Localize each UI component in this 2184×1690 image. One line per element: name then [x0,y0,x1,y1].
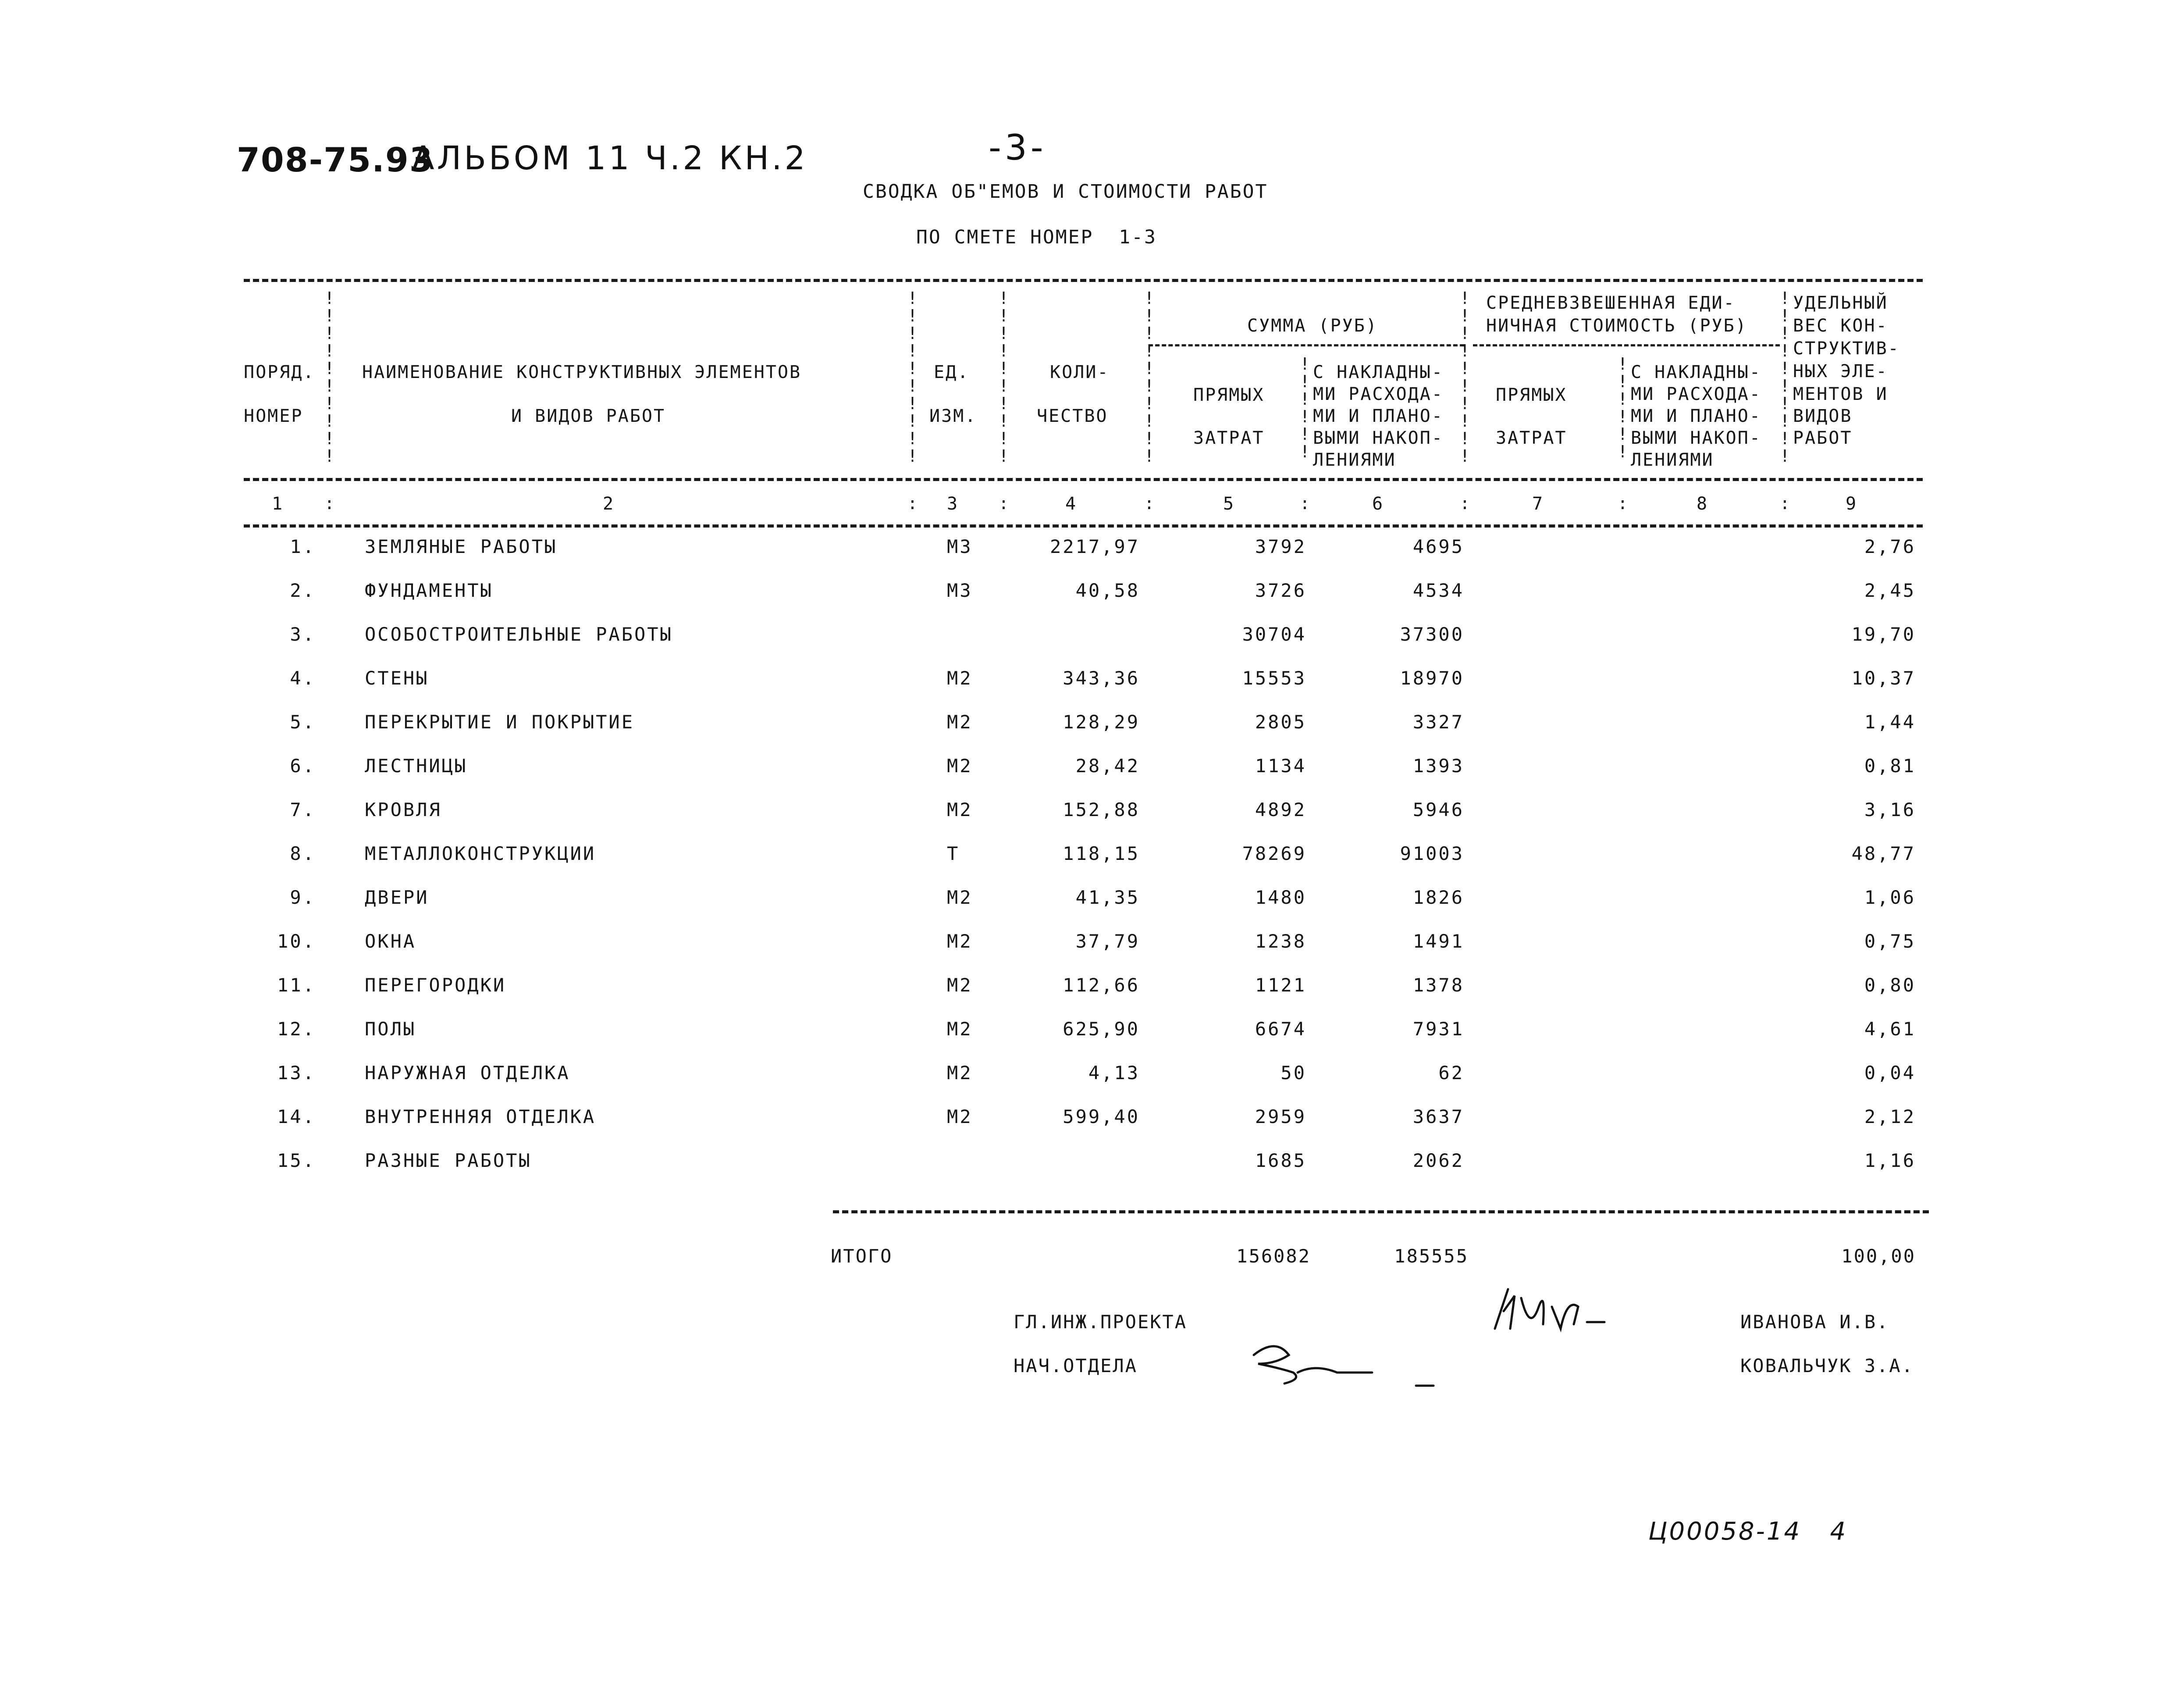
row-name: ПЕРЕГОРОДКИ [365,974,506,996]
header-col1-line1: ПОРЯД. [244,362,315,382]
header-col9-line3: СТРУКТИВ- [1793,339,1900,359]
header-col9-line7: РАБОТ [1793,428,1853,448]
col-number-separators: : [999,494,1009,513]
row-share: 0,75 [1864,931,1916,952]
table-row [0,580,2184,606]
col-number-5: 5 [1223,494,1235,514]
header-col6-line3: МИ И ПЛАНО- [1313,406,1444,426]
row-unit: М2 [947,755,973,777]
col-separator: ! ! ! ! ! ! ! ! ! ! [1144,289,1154,466]
row-direct-cost: 1134 [1255,755,1306,777]
document-title: СВОДКА ОБ"ЕМОВ И СТОИМОСТИ РАБОТ [863,181,1268,203]
row-quantity: 625,90 [1063,1018,1140,1040]
col-number-separators: : [1144,494,1154,513]
row-unit: М3 [947,536,973,557]
row-number: 12. [277,1018,316,1040]
row-name: СТЕНЫ [365,667,429,689]
row-direct-cost: 1238 [1255,931,1306,952]
row-number: 11. [277,974,316,996]
row-number: 9. [290,887,316,908]
row-unit: М2 [947,887,973,908]
doc-code: 708-75.93 [237,140,434,179]
col-separator: ! ! ! ! ! ! ! ! ! ! [999,289,1009,466]
col-number-1: 1 [272,494,284,514]
row-number: 2. [290,580,316,601]
row-share: 0,81 [1864,755,1916,777]
row-direct-cost: 78269 [1242,843,1306,864]
col-separator: ! ! ! ! ! ! ! ! ! ! [907,289,918,466]
row-direct-cost: 6674 [1255,1018,1306,1040]
header-col6-line2: МИ РАСХОДА- [1313,384,1444,404]
row-unit: М2 [947,799,973,820]
table-row [0,624,2184,650]
row-unit: М2 [947,1018,973,1040]
header-bottom-rule [244,524,1923,528]
table-row [0,1150,2184,1176]
row-name: ПОЛЫ [365,1018,416,1040]
row-direct-cost: 1480 [1255,887,1306,908]
row-direct-cost: 15553 [1242,667,1306,689]
row-number: 7. [290,799,316,820]
header-col5-line1: ПРЯМЫХ [1193,385,1265,405]
col-separator: ! ! ! ! ! ! [1300,354,1310,461]
header-col3-line2: ИЗМ. [929,406,977,426]
row-number: 8. [290,843,316,864]
chief-engineer-name: ИВАНОВА И.В. [1740,1311,1889,1333]
row-overhead-cost: 7931 [1412,1018,1464,1040]
table-row [0,843,2184,869]
col-number-separators: : [1780,494,1790,513]
chief-engineer-role: ГЛ.ИНЖ.ПРОЕКТА [1014,1311,1188,1333]
row-overhead-cost: 62 [1438,1062,1464,1084]
row-direct-cost: 1121 [1255,974,1306,996]
header-col6-line5: ЛЕНИЯМИ [1313,450,1396,470]
row-direct-cost: 30704 [1242,624,1306,645]
header-col9-line5: МЕНТОВ И [1793,384,1888,404]
row-name: НАРУЖНАЯ ОТДЕЛКА [365,1062,570,1084]
page-number: -3- [989,127,1047,168]
row-number: 6. [290,755,316,777]
row-quantity: 112,66 [1063,974,1140,996]
row-unit: М2 [947,1106,973,1127]
header-col8-line5: ЛЕНИЯМИ [1631,450,1714,470]
header-col9-line1: УДЕЛЬНЫЙ [1793,293,1888,313]
dept-head-role: НАЧ.ОТДЕЛА [1014,1355,1138,1376]
col-separator: ! ! ! ! ! ! [1618,354,1628,461]
table-row [0,711,2184,738]
col-number-separators: : [1618,494,1628,513]
row-overhead-cost: 1393 [1412,755,1464,777]
header-col7-line2: ЗАТРАТ [1496,428,1567,448]
footer-note: Ц00058-14 4 [1648,1517,1848,1546]
header-col5-line2: ЗАТРАТ [1193,428,1265,448]
header-col9-line2: ВЕС КОН- [1793,316,1888,336]
row-quantity: 2217,97 [1049,536,1140,557]
col-number-3: 3 [947,494,959,514]
header-col9-line6: ВИДОВ [1793,406,1853,426]
row-name: ОКНА [365,931,416,952]
row-direct-cost: 2959 [1255,1106,1306,1127]
header-col9-line4: НЫХ ЭЛЕ- [1793,361,1888,381]
row-direct-cost: 50 [1281,1062,1306,1084]
table-row [0,536,2184,562]
row-number: 10. [277,931,316,952]
header-mid-rule [244,478,1923,481]
row-number: 14. [277,1106,316,1127]
row-overhead-cost: 3327 [1412,711,1464,733]
row-name: ВНУТРЕННЯЯ ОТДЕЛКА [365,1106,596,1127]
row-share: 48,77 [1851,843,1916,864]
col-number-separators: : [324,494,334,513]
row-share: 4,61 [1864,1018,1916,1040]
row-overhead-cost: 4695 [1412,536,1464,557]
row-overhead-cost: 1826 [1412,887,1464,908]
row-number: 4. [290,667,316,689]
header-col6-line1: С НАКЛАДНЫ- [1313,362,1444,382]
row-name: ОСОБОСТРОИТЕЛЬНЫЕ РАБОТЫ [365,624,673,645]
row-name: КРОВЛЯ [365,799,442,820]
row-overhead-cost: 18970 [1400,667,1464,689]
total-overhead: 185555 [1394,1245,1469,1267]
row-overhead-cost: 37300 [1400,624,1464,645]
row-name: ПЕРЕКРЫТИЕ И ПОКРЫТИЕ [365,711,635,733]
album-label: АЛЬБОМ 11 Ч.2 КН.2 [412,139,808,177]
header-sub-rule-sum [1149,344,1464,346]
row-quantity: 343,36 [1063,667,1140,689]
table-row [0,667,2184,694]
col-separator: ! ! ! ! ! ! ! ! ! ! [1780,289,1790,466]
row-share: 2,76 [1864,536,1916,557]
row-number: 5. [290,711,316,733]
row-number: 3. [290,624,316,645]
row-direct-cost: 4892 [1255,799,1306,820]
row-direct-cost: 1685 [1255,1150,1306,1171]
total-share: 100,00 [1841,1245,1916,1267]
header-group-avg-line2: НИЧНАЯ СТОИМОСТЬ (РУБ) [1486,316,1747,336]
row-direct-cost: 2805 [1255,711,1306,733]
row-name: МЕТАЛЛОКОНСТРУКЦИИ [365,843,596,864]
header-group-sum: СУММА (РУБ) [1247,316,1378,336]
header-sub-rule-avg [1473,344,1780,346]
row-number: 15. [277,1150,316,1171]
row-unit: Т [947,843,960,864]
header-col6-line4: ВЫМИ НАКОП- [1313,428,1444,448]
table-row [0,931,2184,957]
row-quantity: 152,88 [1063,799,1140,820]
col-number-8: 8 [1697,494,1709,514]
row-unit: М2 [947,1062,973,1084]
row-overhead-cost: 2062 [1412,1150,1464,1171]
signature-dept-head [1249,1337,1460,1390]
row-share: 1,44 [1864,711,1916,733]
total-rule [833,1210,1929,1213]
header-col2-line1: НАИМЕНОВАНИЕ КОНСТРУКТИВНЫХ ЭЛЕМЕНТОВ [362,362,802,382]
table-row [0,799,2184,825]
row-quantity: 599,40 [1063,1106,1140,1127]
row-quantity: 128,29 [1063,711,1140,733]
header-col3-line1: ЕД. [934,362,970,382]
row-share: 1,06 [1864,887,1916,908]
row-quantity: 28,42 [1075,755,1140,777]
row-direct-cost: 3792 [1255,536,1306,557]
header-col4-line1: КОЛИ- [1050,362,1110,382]
table-row [0,755,2184,781]
row-name: ДВЕРИ [365,887,429,908]
header-col8-line3: МИ И ПЛАНО- [1631,406,1761,426]
row-share: 19,70 [1851,624,1916,645]
row-quantity: 4,13 [1088,1062,1140,1084]
total-direct: 156082 [1236,1245,1311,1267]
header-col7-line1: ПРЯМЫХ [1496,385,1567,405]
row-overhead-cost: 1378 [1412,974,1464,996]
row-overhead-cost: 91003 [1400,843,1464,864]
row-quantity: 40,58 [1075,580,1140,601]
row-unit: М2 [947,974,973,996]
row-overhead-cost: 1491 [1412,931,1464,952]
col-separator: ! ! ! ! ! ! ! ! ! ! [324,289,334,466]
row-share: 0,80 [1864,974,1916,996]
row-share: 1,16 [1864,1150,1916,1171]
row-quantity: 37,79 [1075,931,1140,952]
col-number-separators: : [1300,494,1310,513]
row-number: 1. [290,536,316,557]
signature-chief-engineer [1490,1280,1631,1342]
header-col2-line2: И ВИДОВ РАБОТ [511,406,666,426]
row-share: 3,16 [1864,799,1916,820]
row-direct-cost: 3726 [1255,580,1306,601]
table-row [0,974,2184,1001]
header-col4-line2: ЧЕСТВО [1037,406,1108,426]
row-unit: М2 [947,931,973,952]
row-name: ЛЕСТНИЦЫ [365,755,468,777]
header-col8-line1: С НАКЛАДНЫ- [1631,362,1761,382]
row-share: 2,12 [1864,1106,1916,1127]
col-number-9: 9 [1846,494,1858,514]
row-name: ФУНДАМЕНТЫ [365,580,493,601]
row-share: 0,04 [1864,1062,1916,1084]
col-number-separators: : [1460,494,1470,513]
col-number-2: 2 [603,494,615,514]
row-quantity: 118,15 [1063,843,1140,864]
row-unit: М2 [947,667,973,689]
header-top-rule [244,279,1923,282]
row-unit: М2 [947,711,973,733]
table-row [0,1106,2184,1132]
col-number-4: 4 [1065,494,1078,514]
row-overhead-cost: 3637 [1412,1106,1464,1127]
col-separator: ! ! ! ! ! ! ! ! ! ! [1460,289,1470,466]
total-label: ИТОГО [831,1245,893,1267]
row-share: 2,45 [1864,580,1916,601]
table-row [0,1062,2184,1088]
row-overhead-cost: 4534 [1412,580,1464,601]
row-share: 10,37 [1851,667,1916,689]
row-overhead-cost: 5946 [1412,799,1464,820]
col-number-7: 7 [1532,494,1544,514]
header-col8-line4: ВЫМИ НАКОП- [1631,428,1761,448]
document-subtitle: ПО СМЕТЕ НОМЕР 1-3 [916,226,1157,248]
col-number-6: 6 [1372,494,1384,514]
table-row [0,1018,2184,1045]
header-col8-line2: МИ РАСХОДА- [1631,384,1761,404]
header-group-avg-line1: СРЕДНЕВЗВЕШЕННАЯ ЕДИ- [1486,293,1736,313]
row-unit: М3 [947,580,973,601]
col-number-separators: : [907,494,918,513]
row-quantity: 41,35 [1075,887,1140,908]
header-col1-line2: НОМЕР [244,406,303,426]
row-number: 13. [277,1062,316,1084]
row-name: РАЗНЫЕ РАБОТЫ [365,1150,532,1171]
dept-head-name: КОВАЛЬЧУК З.А. [1740,1355,1914,1376]
row-name: ЗЕМЛЯНЫЕ РАБОТЫ [365,536,558,557]
table-row [0,887,2184,913]
